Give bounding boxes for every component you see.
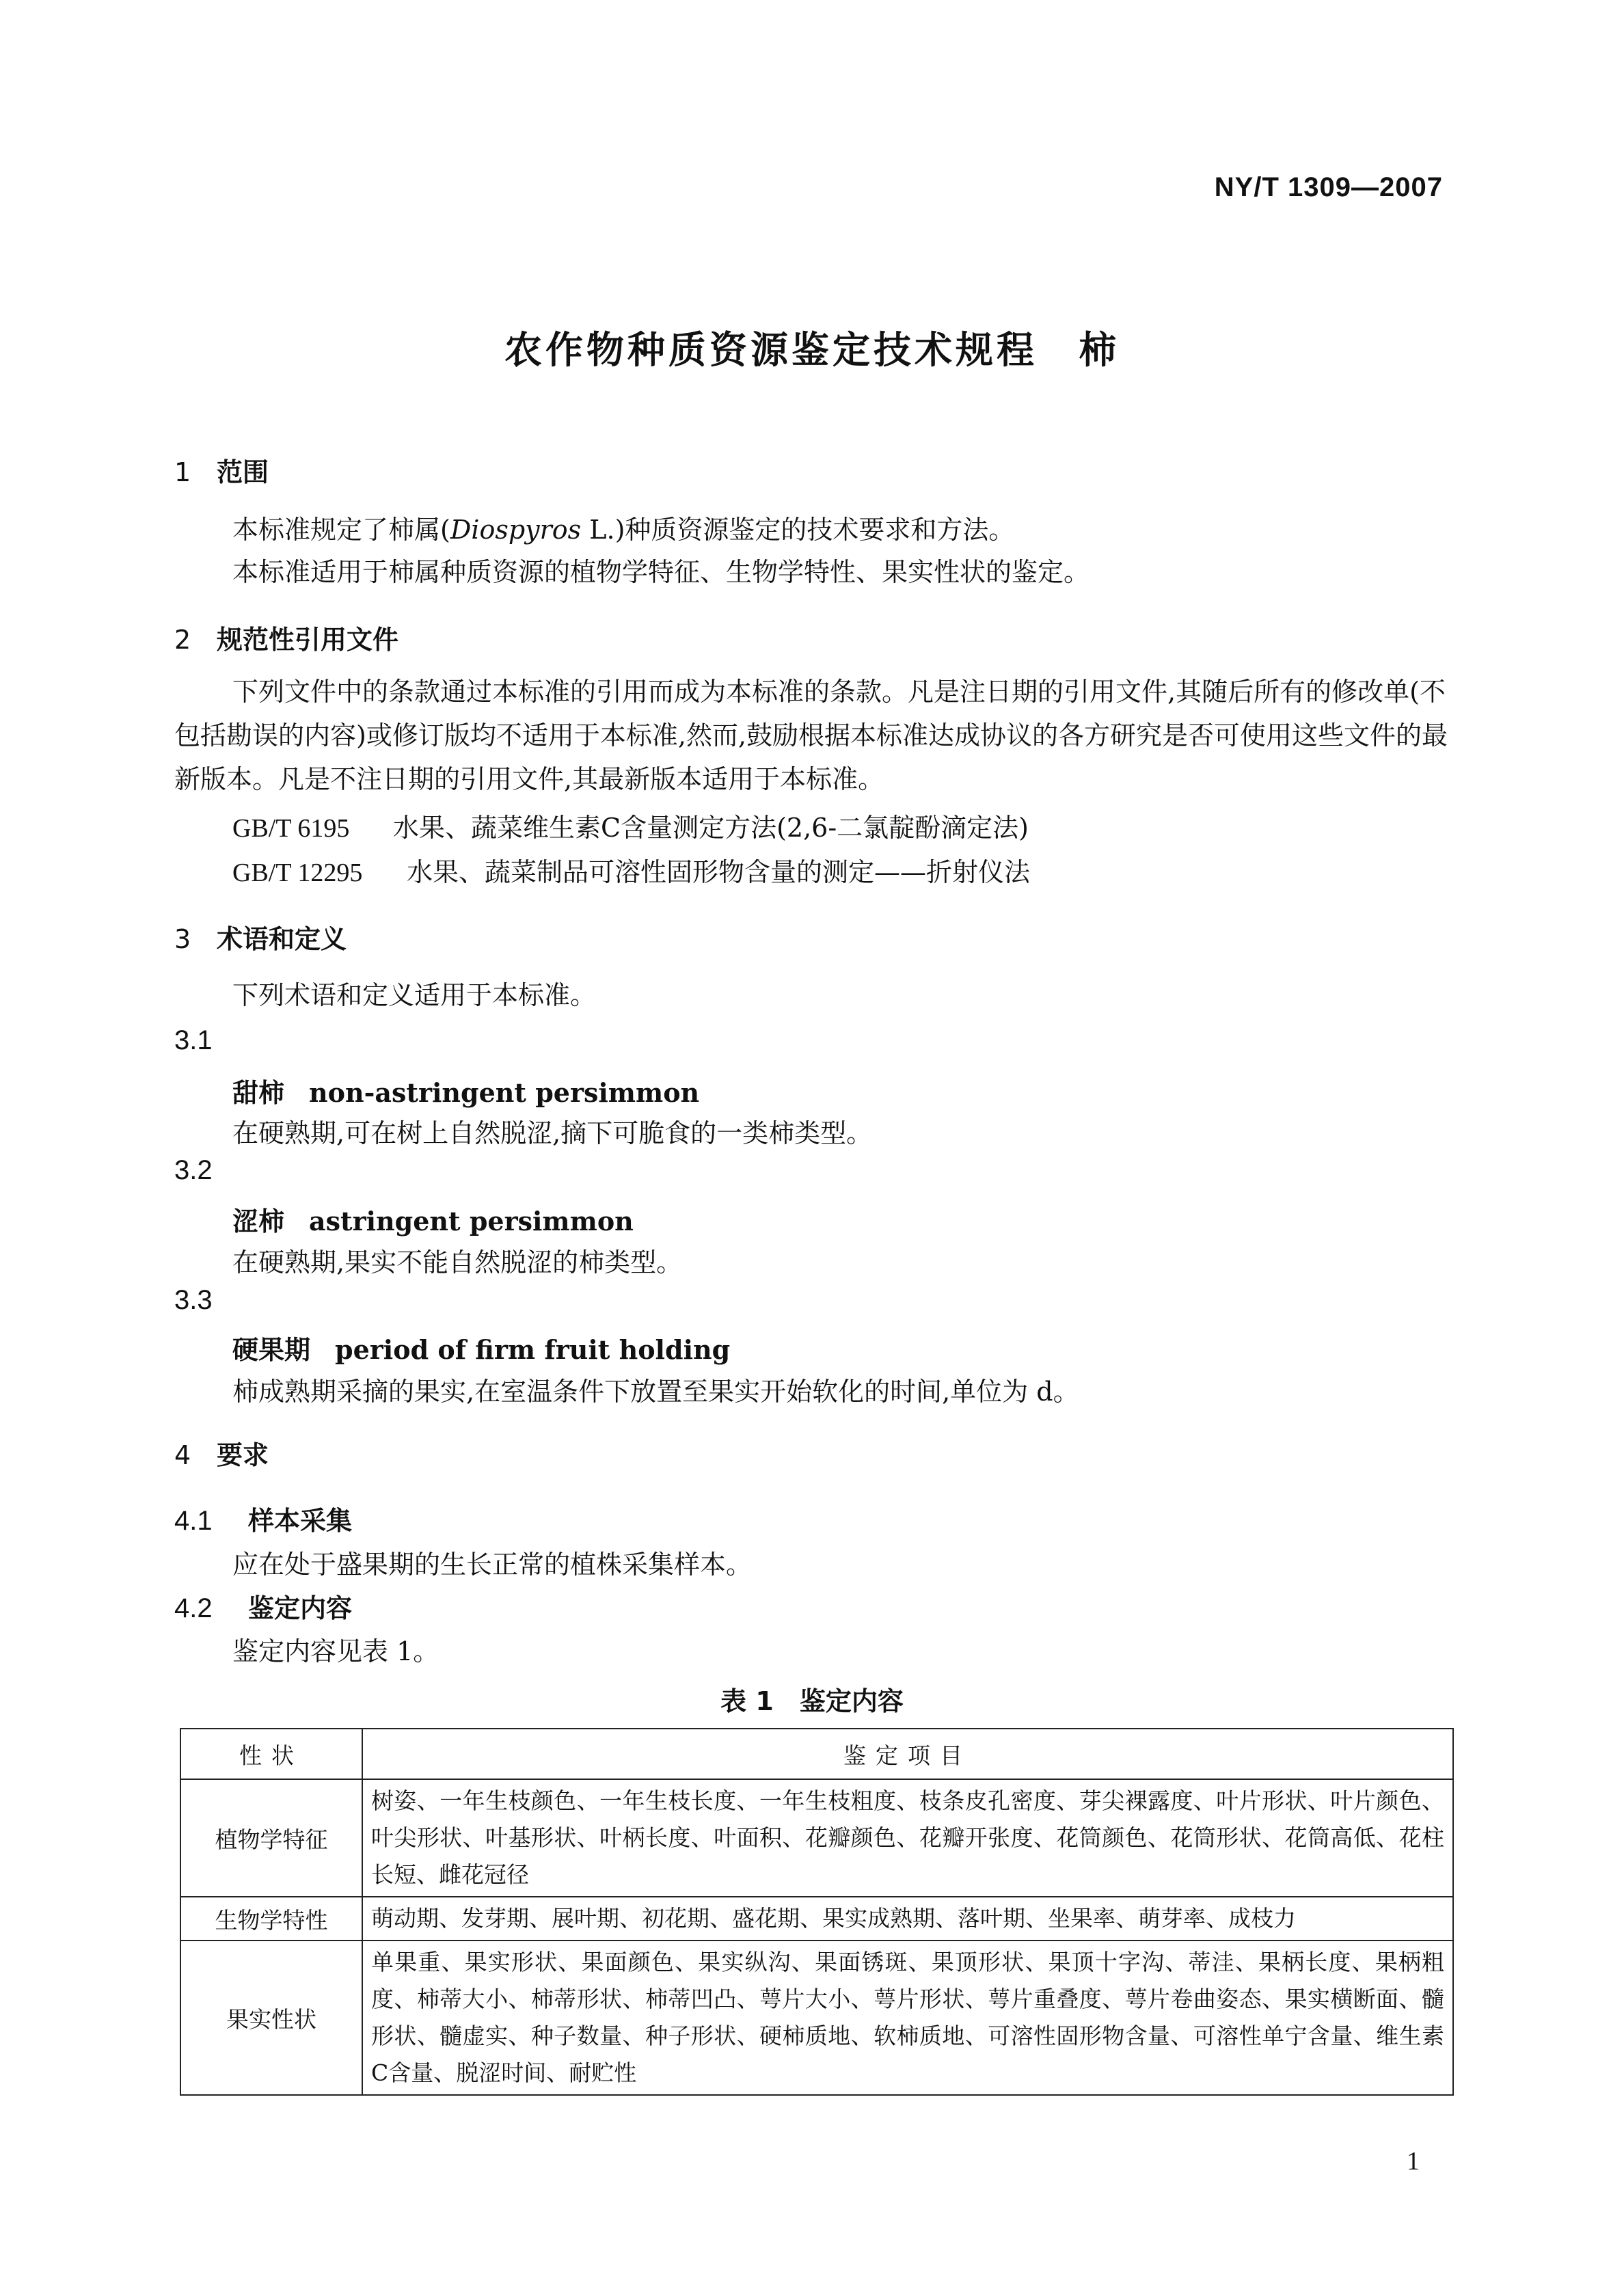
reference-title: 水果、蔬菜维生素C含量测定方法(2,6-二氯靛酚滴定法) xyxy=(393,813,1029,843)
section-title: 范围 xyxy=(217,457,269,487)
subsection-4-2-heading xyxy=(174,1587,352,1625)
term-zh: 甜柿 xyxy=(232,1077,285,1108)
trait-items: 萌动期、发芽期、展叶期、初花期、盛花期、果实成熟期、落叶期、坐果率、萌芽率、成枝力 xyxy=(362,1897,1453,1941)
subsection-number: 4.2 xyxy=(174,1593,213,1623)
term-number: 3.3 xyxy=(174,1285,213,1315)
normative-intro: 下列文件中的条款通过本标准的引用而成为本标准的条款。凡是注日期的引用文件,其随后所有的修改单(不包括勘误的内容)或修订版均不适用于本标准,然而,鼓励根据本标准达成协议的各方研究是否可使用这些文件的最新版本。凡是不注日期的引用文件,其最新版本适用于本标准。 xyxy=(174,677,1448,794)
terms-intro: 下列术语和定义适用于本标准。 xyxy=(232,980,597,1010)
subsection-number: 4.1 xyxy=(174,1506,213,1536)
latin-genus: Diospyros xyxy=(450,515,582,545)
column-header-trait: 性状 xyxy=(180,1729,362,1779)
scope-text: 本标准规定了柿属( xyxy=(232,515,450,545)
section-4-heading xyxy=(174,1434,269,1472)
table-header-row xyxy=(180,1729,1453,1779)
subsection-4-1-heading xyxy=(174,1500,352,1537)
section-title: 术语和定义 xyxy=(217,924,347,954)
section-number: 1 xyxy=(174,457,191,487)
section-number: 4 xyxy=(174,1440,191,1470)
table-row xyxy=(180,1779,1453,1897)
reference-code: GB/T 6195 xyxy=(232,814,350,843)
scope-text: L.)种质资源鉴定的技术要求和方法。 xyxy=(581,515,1015,545)
term-definition: 在硬熟期,果实不能自然脱涩的柿类型。 xyxy=(232,1247,683,1277)
trait-category: 生物学特性 xyxy=(180,1897,362,1941)
term-zh: 涩柿 xyxy=(232,1206,285,1236)
term-entry xyxy=(232,1072,699,1109)
reference-code: GB/T 12295 xyxy=(232,858,363,887)
standard-code: NY/T 1309—2007 xyxy=(1214,172,1443,202)
scope-paragraph-2: 本标准适用于柿属种质资源的植物学特征、生物学特性、果实性状的鉴定。 xyxy=(232,557,1090,587)
section-2-heading xyxy=(174,619,398,656)
table-caption: 表 1 鉴定内容 xyxy=(720,1686,904,1716)
term-number: 3.2 xyxy=(174,1155,213,1185)
section-number: 3 xyxy=(174,924,191,954)
term-en: astringent persimmon xyxy=(309,1206,634,1236)
trait-category: 植物学特征 xyxy=(180,1779,362,1897)
table-row xyxy=(180,1897,1453,1941)
term-definition: 柿成熟期采摘的果实,在室温条件下放置至果实开始软化的时间,单位为 d。 xyxy=(232,1377,1079,1407)
table-row xyxy=(180,1941,1453,2095)
reference-item xyxy=(232,851,1030,889)
reference-title: 水果、蔬菜制品可溶性固形物含量的测定——折射仪法 xyxy=(407,857,1031,887)
term-definition: 在硬熟期,可在树上自然脱涩,摘下可脆食的一类柿类型。 xyxy=(232,1118,873,1148)
scope-paragraph-1 xyxy=(232,509,1014,546)
term-en: non-astringent persimmon xyxy=(309,1077,700,1108)
trait-category: 果实性状 xyxy=(180,1941,362,2095)
section-number: 2 xyxy=(174,625,191,655)
section-title: 要求 xyxy=(217,1440,269,1470)
trait-items: 树姿、一年生枝颜色、一年生枝长度、一年生枝粗度、枝条皮孔密度、芽尖裸露度、叶片形状、叶片颜色、叶尖形状、叶基形状、叶柄长度、叶面积、花瓣颜色、花瓣开张度、花筒颜色、花筒形状、花筒高低、花柱长短、雌花冠径 xyxy=(362,1779,1453,1897)
reference-item xyxy=(232,807,1029,844)
section-1-heading xyxy=(174,451,269,489)
page-number: 1 xyxy=(1407,2147,1420,2176)
term-zh: 硬果期 xyxy=(232,1334,311,1365)
term-entry xyxy=(232,1329,730,1366)
term-en: period of firm fruit holding xyxy=(335,1334,731,1365)
column-header-items: 鉴定项目 xyxy=(362,1729,1453,1779)
term-entry xyxy=(232,1200,634,1238)
subsection-title: 样本采集 xyxy=(248,1506,353,1536)
document-title: 农作物种质资源鉴定技术规程 柿 xyxy=(504,328,1120,372)
identification-table xyxy=(180,1728,1454,2096)
section-title: 规范性引用文件 xyxy=(217,625,399,655)
content-text: 鉴定内容见表 1。 xyxy=(232,1636,439,1666)
section-3-heading xyxy=(174,918,347,956)
subsection-title: 鉴定内容 xyxy=(248,1593,353,1623)
term-number: 3.1 xyxy=(174,1025,213,1055)
trait-items: 单果重、果实形状、果面颜色、果实纵沟、果面锈斑、果顶形状、果顶十字沟、蒂洼、果柄长度、果柄粗度、柿蒂大小、柿蒂形状、柿蒂凹凸、萼片大小、萼片形状、萼片重叠度、萼片卷曲姿态、果实横断面、髓形状、髓虚实、种子数量、种子形状、硬柿质地、软柿质地、可溶性固形物含量、可溶性单宁含量、维生素C含量、脱涩时间、耐贮性 xyxy=(362,1941,1453,2095)
sampling-text: 应在处于盛果期的生长正常的植株采集样本。 xyxy=(232,1550,753,1580)
